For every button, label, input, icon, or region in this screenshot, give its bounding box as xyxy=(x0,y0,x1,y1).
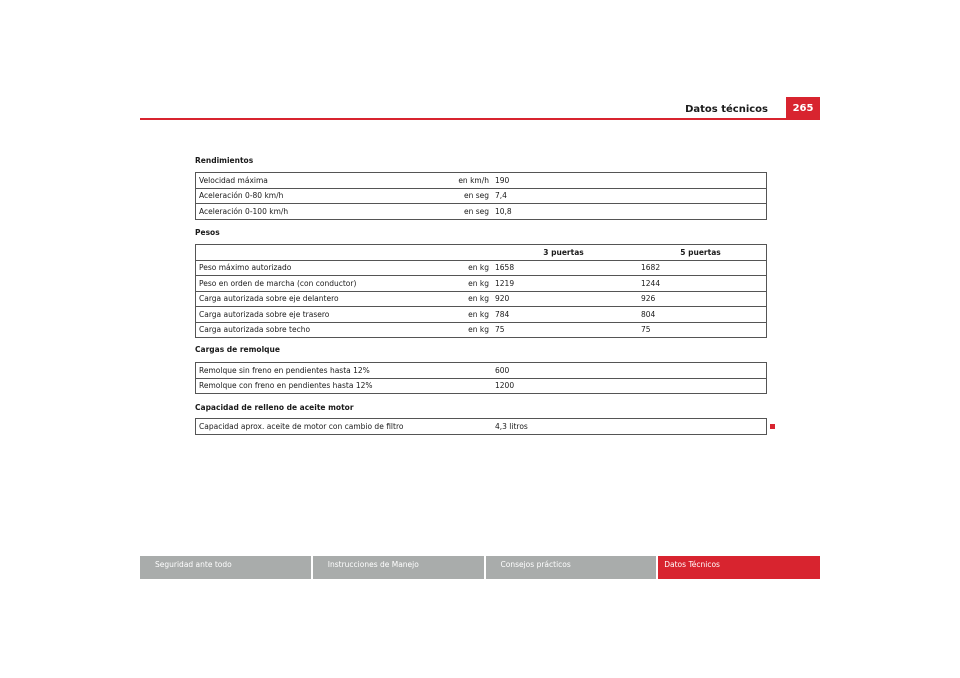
row-value: 1200 xyxy=(492,378,767,394)
section-title-pesos: Pesos xyxy=(195,228,220,237)
row-label: Velocidad máxima xyxy=(199,175,268,185)
table-row xyxy=(196,188,767,204)
row-value-3-puertas: 75 xyxy=(492,322,638,338)
footer-tab-seguridad[interactable]: Seguridad ante todo xyxy=(140,556,313,579)
column-header-5-puertas: 5 puertas xyxy=(680,247,721,257)
footer-tab-datos-tecnicos[interactable]: Datos Técnicos xyxy=(658,556,820,579)
row-value-5-puertas: 926 xyxy=(638,291,767,307)
row-unit: en kg xyxy=(452,276,492,292)
table-rendimientos xyxy=(195,172,767,220)
footer-tab-instrucciones[interactable]: Instrucciones de Manejo xyxy=(313,556,486,579)
section-title-rendimientos: Rendimientos xyxy=(195,156,254,165)
table-remolque xyxy=(195,362,767,394)
header-divider xyxy=(140,118,820,120)
page-number: 265 xyxy=(786,97,820,119)
row-unit: en kg xyxy=(452,260,492,276)
row-label: Carga autorizada sobre techo xyxy=(196,322,453,338)
row-unit: en seg xyxy=(452,188,492,204)
table-aceite xyxy=(195,418,767,435)
page-header-title: Datos técnicos xyxy=(685,104,768,115)
table-row xyxy=(196,291,767,307)
section-title-aceite: Capacidad de relleno de aceite motor xyxy=(195,403,354,412)
row-value-5-puertas: 804 xyxy=(638,307,767,323)
row-label: Capacidad aprox. aceite de motor con cambio de filtro xyxy=(199,421,404,431)
row-label: Remolque sin freno en pendientes hasta 12% xyxy=(199,365,370,375)
section-end-marker xyxy=(770,424,775,429)
row-label: Aceleración 0-100 km/h xyxy=(196,204,453,220)
row-value: 600 xyxy=(495,365,510,375)
footer-tab-consejos[interactable]: Consejos prácticos xyxy=(486,556,659,579)
row-label: Remolque con freno en pendientes hasta 12% xyxy=(196,378,453,394)
table-row xyxy=(196,204,767,220)
row-value-3-puertas: 1658 xyxy=(492,260,638,276)
row-label: Peso máximo autorizado xyxy=(196,260,453,276)
row-label: Aceleración 0-80 km/h xyxy=(196,188,453,204)
row-value: 4,3 litros xyxy=(495,421,528,431)
table-row xyxy=(196,322,767,338)
row-label: Peso en orden de marcha (con conductor) xyxy=(196,276,453,292)
table-pesos xyxy=(195,244,767,338)
row-unit: en kg xyxy=(452,307,492,323)
row-label: Carga autorizada sobre eje trasero xyxy=(196,307,453,323)
row-value-3-puertas: 920 xyxy=(492,291,638,307)
row-value-5-puertas: 1682 xyxy=(638,260,767,276)
table-row xyxy=(196,307,767,323)
section-title-remolque: Cargas de remolque xyxy=(195,345,280,354)
row-value-5-puertas: 1244 xyxy=(638,276,767,292)
table-header-row xyxy=(196,245,767,261)
column-header-3-puertas: 3 puertas xyxy=(543,247,584,257)
row-label: Carga autorizada sobre eje delantero xyxy=(196,291,453,307)
row-value: 7,4 xyxy=(492,188,767,204)
row-unit: en seg xyxy=(452,204,492,220)
table-row xyxy=(196,276,767,292)
table-row xyxy=(196,419,767,435)
table-row xyxy=(196,173,767,189)
row-value-3-puertas: 1219 xyxy=(492,276,638,292)
table-row xyxy=(196,260,767,276)
row-unit: en kg xyxy=(452,291,492,307)
row-unit: en km/h xyxy=(458,175,489,185)
table-row xyxy=(196,378,767,394)
row-value-3-puertas: 784 xyxy=(492,307,638,323)
row-value: 190 xyxy=(495,175,510,185)
row-unit: en kg xyxy=(452,322,492,338)
row-value: 10,8 xyxy=(492,204,767,220)
table-row xyxy=(196,363,767,379)
footer-nav xyxy=(140,556,820,579)
row-value-5-puertas: 75 xyxy=(638,322,767,338)
